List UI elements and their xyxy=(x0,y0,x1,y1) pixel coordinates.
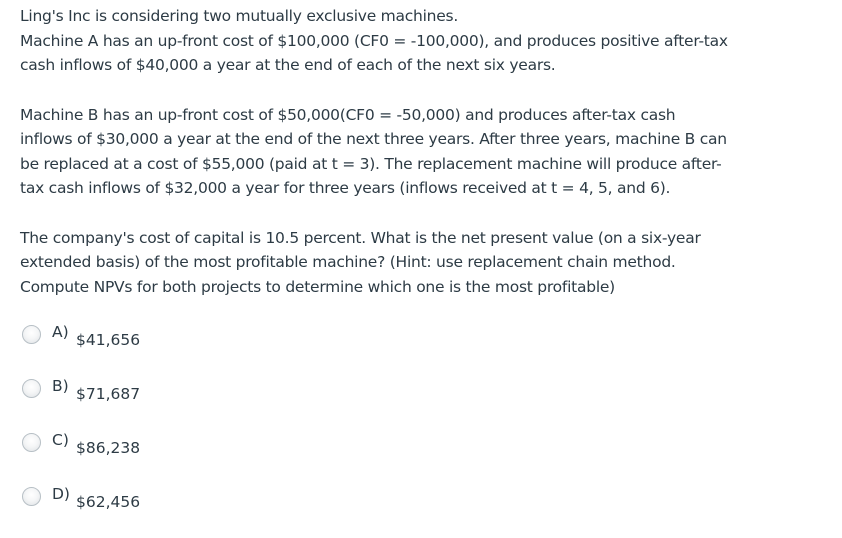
question-line: extended basis) of the most profitable machine? (Hint: use replacement chain method. xyxy=(20,253,676,271)
question-line: Compute NPVs for both projects to determine which one is the most profitable) xyxy=(20,277,615,296)
answer-option-b[interactable] xyxy=(22,376,322,430)
question-line: cash inflows of $40,000 a year at the end of each of the next six years. xyxy=(20,56,556,74)
question-line: Machine B has an up-front cost of $50,000(CF0 = -50,000) and produces after-tax cash xyxy=(20,105,676,124)
question-line: Machine A has an up-front cost of $100,000 (CF0 = -100,000), and produces positive after-tax xyxy=(20,31,728,50)
answer-letter: B) xyxy=(52,377,69,395)
question-line: Ling's Inc is considering two mutually exclusive machines. xyxy=(20,7,459,25)
answer-value: $71,687 xyxy=(76,385,141,403)
question-line: inflows of $30,000 a year at the end of the next three years. After three years, machine B can xyxy=(20,130,727,148)
answer-option-a[interactable] xyxy=(22,322,322,376)
answer-letter: C) xyxy=(52,431,69,449)
answer-value: $62,456 xyxy=(76,493,141,511)
question-line: tax cash inflows of $32,000 a year for three years (inflows received at t = 4, 5, and 6). xyxy=(20,179,671,197)
question-line: The company's cost of capital is 10.5 percent. What is the net present value (on a six-year xyxy=(20,228,701,247)
radio-button-b[interactable] xyxy=(22,379,41,398)
question-paragraph xyxy=(20,4,820,78)
question-paragraph xyxy=(20,103,820,201)
question-paragraph xyxy=(20,226,820,300)
answer-letter: A) xyxy=(52,323,69,341)
question-line: be replaced at a cost of $55,000 (paid at t = 3). The replacement machine will produce after- xyxy=(20,154,722,173)
question-text xyxy=(20,4,820,324)
radio-button-a[interactable] xyxy=(22,325,41,344)
answer-letter: D) xyxy=(52,485,70,503)
answer-options xyxy=(22,322,322,538)
answer-value: $86,238 xyxy=(76,439,141,457)
radio-button-c[interactable] xyxy=(22,433,41,452)
answer-option-c[interactable] xyxy=(22,430,322,484)
answer-value: $41,656 xyxy=(76,331,141,349)
answer-option-d[interactable] xyxy=(22,484,322,538)
radio-button-d[interactable] xyxy=(22,487,41,506)
